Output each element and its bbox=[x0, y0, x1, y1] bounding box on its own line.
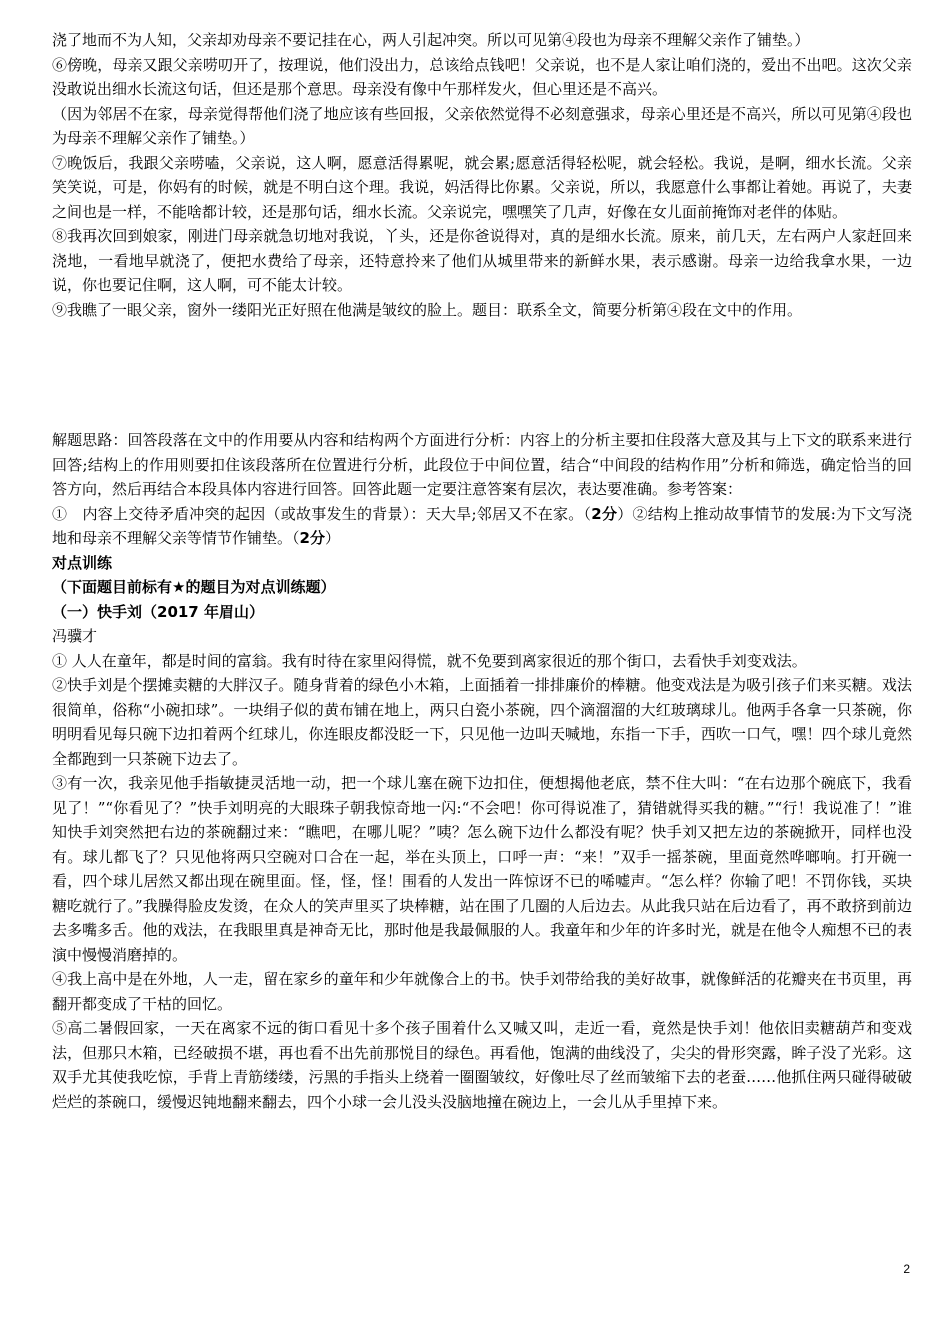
answer-part-a: ① 内容上交待矛盾冲突的起因（或故事发生的背景）：天大旱;邻居又不在家。（ bbox=[52, 504, 592, 523]
passage-paragraph-1: ① 人人在童年，都是时间的富翁。我有时待在家里闷得慌，就不免要到离家很近的那个街口，去看快手刘变戏法。 bbox=[52, 651, 807, 670]
score-a: 2分 bbox=[591, 504, 618, 523]
analysis-paragraph: 解题思路：回答段落在文中的作用要从内容和结构两个方面进行分析：内容上的分析主要扣住段落大意及其与上下文的联系来进行回答;结构上的作用则要扣住该段落所在位置进行分析，此段位于中间位置，结合“中间段的结构作用”分析和筛选，确定恰当的回答方向，然后再结合本段具体内容进行回答。回答此题一定要注意答案有层次，表达要准确。参考答案： bbox=[52, 431, 912, 498]
document-page bbox=[52, 28, 912, 1114]
training-note: （下面题目前标有★的题目为对点训练题） bbox=[52, 578, 336, 596]
score-b: 2分 bbox=[299, 529, 325, 547]
paragraph-top-5: ⑧我再次回到娘家，刚进门母亲就急切地对我说，丫头，还是你爸说得对，真的是细水长流。原来，前几天，左右两户人家赶回来浇地，一看地早就浇了，便把水费给了母亲，还特意拎来了他们从城里带来的新鲜水果，表示感谢。母亲一边给我拿水果，一边说，你也要记住啊，这人啊，可不能太计较。 bbox=[52, 227, 912, 294]
passage-author: 冯骥才 bbox=[52, 627, 98, 645]
answer-part-b: ）②结构上推动故事情节的发展:为下文写浇地和母亲不理解父亲等情节作铺垫。（ bbox=[52, 504, 913, 547]
answer-end: ） bbox=[324, 529, 340, 547]
blank-answer-space bbox=[52, 322, 912, 428]
passage-paragraph-2: ②快手刘是个摆摊卖糖的大胖汉子。随身背着的绿色小木箱，上面插着一排排廉价的棒糖。他变戏法是为吸引孩子们来买糖。戏法很简单，俗称“小碗扣球”。一块绢子似的黄布铺在地上，两只白瓷小茶碗，四个滴溜溜的大红玻璃球儿。他两手各拿一只茶碗，你明明看见每只碗下边扣着两个红球儿，你连眼皮都没眨一下，只见他一边叫天喊地，东指一下手，西吹一口气，嘿！四个球儿竟然全都跑到一只茶碗下边去了。 bbox=[52, 676, 912, 768]
passage-paragraph-5: ⑤高二暑假回家，一天在离家不远的街口看见十多个孩子围着什么又喊又叫，走近一看，竟然是快手刘！他依旧卖糖葫芦和变戏法，但那只木箱，已经破损不堪，再也看不出先前那悦目的绿色。再看他，饱满的曲线没了，尖尖的骨形突露，眸子没了光彩。这双手尤其使我吃惊，手背上青筋缕缕，污黑的手指头上绕着一圈圈皱纹，好像吐尽了丝而皱缩下去的老蚕……他抓住两只碰得破破烂烂的茶碗口，缓慢迟钝地翻来翻去，四个小球一会儿没头没脑地撞在碗边上，一会儿从手里掉下来。 bbox=[52, 1019, 912, 1111]
page-number: 2 bbox=[903, 1262, 910, 1276]
paragraph-top-1: 浇了地而不为人知，父亲却劝母亲不要记挂在心，两人引起冲突。所以可见第④段也为母亲不理解父亲作了铺垫。） bbox=[52, 31, 810, 49]
paragraph-top-3: （因为邻居不在家，母亲觉得帮他们浇了地应该有些回报，父亲依然觉得不必刻意强求，母亲心里还是不高兴，所以可见第④段也为母亲不理解父亲作了铺垫。） bbox=[52, 104, 912, 147]
paragraph-top-2: ⑥傍晚，母亲又跟父亲唠叨开了，按理说，他们没出力，总该给点钱吧！父亲说，也不是人家让咱们浇的，爱出不出吧。这次父亲没敢说出细水长流这句话，但还是那个意思。母亲没有像中午那样发火，但心里还是不高兴。 bbox=[52, 55, 912, 98]
passage-title: （一）快手刘（2017 年眉山） bbox=[52, 602, 264, 621]
paragraph-question: ⑨我瞧了一眼父亲，窗外一缕阳光正好照在他满是皱纹的脸上。题目：联系全文，简要分析第④段在文中的作用。 bbox=[52, 300, 803, 319]
section-heading: 对点训练 bbox=[52, 553, 113, 572]
passage-paragraph-4: ④我上高中是在外地，人一走，留在家乡的童年和少年就像合上的书。快手刘带给我的美好故事，就像鲜活的花瓣夹在书页里，再翻开都变成了干枯的回忆。 bbox=[52, 970, 912, 1013]
passage-paragraph-3: ③有一次，我亲见他手指敏捷灵活地一动，把一个球儿塞在碗下边扣住，便想揭他老底，禁不住大叫：“在右边那个碗底下，我看见了！”“你看见了？”快手刘明亮的大眼珠子朝我惊奇地一闪:“不会吧！你可得说准了，猜错就得买我的糖。”“行！我说准了！”谁知快手刘突然把右边的茶碗翻过来：“瞧吧，在哪儿呢？”咦？怎么碗下边什么都没有呢？快手刘又把左边的茶碗掀开，同样也没有。球儿都飞了？只见他将两只空碗对口合在一起，举在头顶上，口呼一声：“来！”双手一摇茶碗，里面竟然哗啷响。打开碗一看，四个球儿居然又都出现在碗里面。怪，怪，怪！围看的人发出一阵惊讶不已的唏嘘声。“怎么样？你输了吧！不罚你钱，买块糖吃就行了。”我臊得脸皮发烫，在众人的笑声里买了块棒糖，站在围了几圈的人后边去。从此我只站在后边看了，再不敢挤到前边去多嘴多舌。他的戏法，在我眼里真是神奇无比，那时他是我最佩服的人。我童年和少年的许多时光，就是在他令人痴想不已的表演中慢慢消磨掉的。 bbox=[52, 774, 912, 964]
paragraph-top-4: ⑦晚饭后，我跟父亲唠嗑，父亲说，这人啊，愿意活得累呢，就会累;愿意活得轻松呢，就会轻松。我说，是啊，细水长流。父亲笑笑说，可是，你妈有的时候，就是不明白这个理。我说，妈活得比你累。父亲说，所以，我愿意什么事都让着她。再说了，夫妻之间也是一样，不能啥都计较，还是那句话，细水长流。父亲说完，嘿嘿笑了几声，好像在女儿面前掩饰对老伴的体贴。 bbox=[52, 153, 912, 221]
reference-answer bbox=[52, 502, 912, 551]
